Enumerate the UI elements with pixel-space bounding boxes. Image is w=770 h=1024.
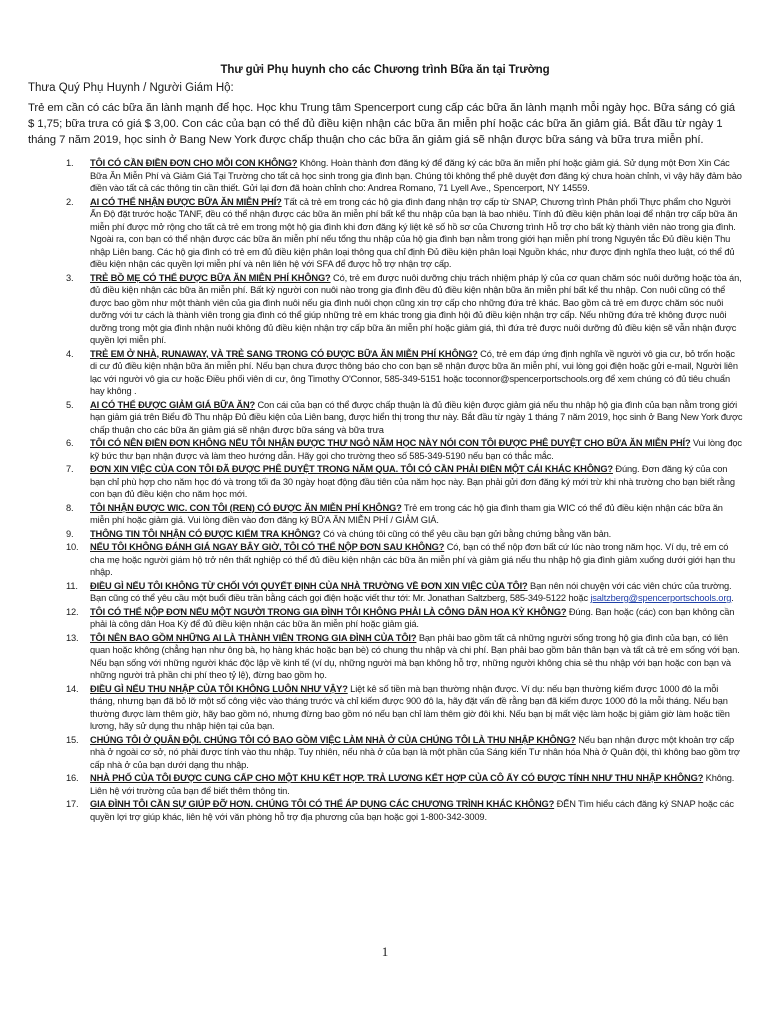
item-question: ĐIỀU GÌ NẾU THU NHẬP CỦA TÔI KHÔNG LUÔN NHƯ VẬY?: [90, 683, 348, 694]
salutation: Thưa Quý Phụ Huynh / Người Giám Hộ:: [28, 82, 234, 94]
item-number: 11.: [66, 580, 78, 591]
list-item: [28, 580, 744, 605]
item-number: 13.: [66, 632, 79, 643]
item-answer: Con cái của bạn có thể được chấp thuận là đủ điều kiện được giảm giá nếu thu nhập hộ gia đình của bạn nằm trong giới hạn giảm giá trên Biểu đồ Thu nhập Đủ điều kiện của Liên bang, được hiển thị trong thư này. Bắt đầu từ ngày 1 tháng 7 năm 2019, học sinh ở Bang New York được chấp thuận cho các bữa ăn giảm giá sẽ nhận được bữa sáng và bữa trưa: [90, 399, 743, 435]
intro-paragraph: Trẻ em cần có các bữa ăn lành mạnh để học. Học khu Trung tâm Spencerport cung cấp các bữa ăn lành mạnh mỗi ngày học. Bữa sáng có giá $ 1,75; bữa trưa có giá $ 3,00. Con các của bạn có thể đủ điều kiện nhận các bữa ăn miễn phí hoặc các bữa ăn giảm giá. Bắt đầu từ ngày 1 tháng 7 năm 2019, học sinh ở Bang New York được chấp thuận cho các bữa ăn giảm giá sẽ nhận được bữa sáng và bữa trưa miễn phí.: [28, 102, 736, 146]
email-link[interactable]: jsaltzberg@spencerportschools.org: [590, 593, 732, 603]
item-question: TÔI CÓ THỂ NỘP ĐƠN NẾU MỘT NGƯỜI TRONG GIA ĐÌNH TÔI KHÔNG PHẢI LÀ CÔNG DÂN HOA KỲ KHÔNG?: [90, 606, 567, 617]
item-answer: Đúng. Bạn hoặc (các) con bạn không cần phải là công dân Hoa Kỳ để đủ điều kiện nhận các bữa ăn miễn phí hoặc giảm giá.: [90, 606, 735, 629]
list-item: [28, 541, 744, 579]
item-number: 4.: [66, 348, 74, 359]
item-question: CHÚNG TÔI Ở QUÂN ĐỘI. CHÚNG TÔI CÓ BAO GỒM VIỆC LÀM NHÀ Ở CỦA CHÚNG TÔI LÀ THU NHẬP KHÔNG?: [90, 734, 576, 745]
item-number: 10.: [66, 542, 79, 552]
item-answer: Có, bạn có thể nộp đơn bất cứ lúc nào trong năm học. Ví dụ, trẻ em có cha mẹ hoặc người giám hộ trở nên thất nghiệp có thể đủ điều kiện nhận các bữa ăn miễn phí và giảm giá nếu thu nhập hộ gia đình giảm xuống dưới giới hạn thu nhập.: [90, 542, 736, 577]
item-number: 6.: [66, 438, 74, 448]
page-title: Thư gửi Phụ huynh cho các Chương trình Bữa ăn tại Trường: [220, 64, 550, 76]
item-answer: Đúng. Đơn đăng ký của con bạn chỉ phù hợp cho năm học đó và trong tối đa 30 ngày hoạt động đầu tiên của năm học này. Bạn phải gửi đơn đăng ký mới trừ khi nhà trường cho bạn biết rằng con bạn đủ điều kiện cho năm học mới.: [90, 464, 735, 499]
item-answer: Không. Liên hệ với trường của bạn để biết thêm thông tin.: [90, 773, 735, 796]
list-item: [28, 798, 744, 823]
item-number: 12.: [66, 606, 79, 617]
list-item: [28, 528, 744, 541]
item-answer-tail: .: [731, 593, 734, 603]
faq-list: [28, 157, 744, 824]
item-answer: Trẻ em trong các hộ gia đình tham gia WIC có thể đủ điều kiện nhận các bữa ăn miễn phí hoặc giảm giá. Vui lòng điền vào đơn đăng ký BỮA ĂN MIỄN PHÍ / GIẢM GIÁ.: [90, 502, 723, 525]
item-number: 5.: [66, 399, 74, 410]
item-number: 1.: [66, 158, 74, 168]
item-question: AI CÓ THỂ NHẬN ĐƯỢC BỮA ĂN MIỄN PHÍ?: [90, 196, 282, 207]
item-question: TÔI CÓ CẦN ĐIỀN ĐƠN CHO MỖI CON KHÔNG?: [90, 158, 298, 168]
item-answer: Vui lòng đọc kỹ bức thư bạn nhận được và làm theo hướng dẫn. Hãy gọi cho trường theo số 585-349-5190 nếu bạn có thắc mắc.: [90, 438, 742, 461]
list-item: [28, 196, 744, 271]
item-number: 15.: [66, 734, 79, 745]
item-question: NẾU TÔI KHÔNG ĐÁNH GIÁ NGAY BÂY GIỜ, TÔI CÓ THỂ NỘP ĐƠN SAU KHÔNG?: [90, 542, 445, 552]
item-question: TRẺ EM Ở NHÀ, RUNAWAY, VÀ TRẺ SANG TRONG CÓ ĐƯỢC BỮA ĂN MIỄN PHÍ KHÔNG?: [90, 348, 478, 359]
item-question: GIA ĐÌNH TÔI CẦN SỰ GIÚP ĐỠ HƠN. CHÚNG TÔI CÓ THỂ ÁP DỤNG CÁC CHƯƠNG TRÌNH KHÁC KHÔNG?: [90, 799, 555, 809]
list-item: [28, 272, 744, 347]
item-number: 17.: [66, 799, 79, 809]
item-answer: Không. Hoàn thành đơn đăng ký để đăng ký các bữa ăn miễn phí hoặc giảm giá. Sử dụng một Đơn Xin Các Bữa Ăn Miễn Phí và Giảm Giá Tại Trường cho tất cả học sinh trong gia đình bạn. Chúng tôi không thể phê duyệt đơn đăng ký chưa hoàn chỉnh, vì vậy hãy đảm bảo điền vào tất cả các thông tin cần thiết. Gửi lại đơn đã hoàn chỉnh cho: Andrea Romano, 71 Lyell Ave., Spencerport, NY 14559.: [90, 158, 742, 193]
item-question: ĐƠN XIN VIỆC CỦA CON TÔI ĐÃ ĐƯỢC PHÊ DUYỆT TRONG NĂM QUA. TÔI CÓ CẦN PHẢI ĐIỀN MỘT CÁI KHÁC KHÔNG?: [90, 464, 613, 474]
item-answer: Bạn nên nói chuyện với các viên chức của trường. Bạn cũng có thể yêu cầu một buổi điều trần bằng cách gọi điện hoặc viết thư tới: Mr. Jonathan Saltzberg, 585-349-5122 hoặc: [90, 580, 732, 603]
list-item: [28, 463, 744, 501]
item-question: NHÀ PHỐ CỦA TÔI ĐƯỢC CUNG CẤP CHO MỘT KHU KẾT HỢP. TRẢ LƯƠNG KẾT HỢP CỦA CÔ ẤY CÓ ĐƯỢC TÍNH NHƯ THU NHẬP KHÔNG?: [90, 773, 704, 783]
item-question: ĐIỀU GÌ NẾU TÔI KHÔNG TỪ CHỐI VỚI QUYẾT ĐỊNH CỦA NHÀ TRƯỜNG VỀ ĐƠN XIN VIỆC CỦA TÔI?: [90, 580, 528, 591]
item-answer: Có, trẻ em đáp ứng định nghĩa về người vô gia cư, bỏ trốn hoặc di cư đủ điều kiện nhận bữa ăn miễn phí. Nếu bạn chưa được thông báo cho con bạn sẽ nhận được bữa ăn miễn phí, vui lòng gọi điện hoặc gửi e-mail, Người liên lạc với người vô gia cư hoặc Điều phối viên di cư, ông Timothy O'Connor, 585-349-5151 hoặc toconnor@spencerportschools.org để xem chúng có đủ tiêu chuẩn hay không .: [90, 348, 738, 396]
item-question: AI CÓ THỂ ĐƯỢC GIẢM GIÁ BỮA ĂN?: [90, 399, 256, 410]
item-answer: Tất cả trẻ em trong các hộ gia đình đang nhận trợ cấp từ SNAP, Chương trình Phân phối Thực phẩm cho Người Ấn Độ đặt trước hoặc TANF, đều có thể nhận được các bữa ăn miễn phí bất kể thu nhập của bạn là bao nhiêu. Tính đủ điều kiện phân loại để nhận trợ cấp bữa ăn miễn phí được mở rộng cho tất cả trẻ em trong một hộ gia đình khi đơn đăng ký liệt kê số hồ sơ của Chương trình Hỗ trợ cho bất kỳ thành viên nào trong gia đình. Ngoài ra, con bạn có thể nhận được các bữa ăn miễn phí nếu tổng thu nhập của hộ gia đình bạn nằm trong giới hạn miễn phí trong Nguyên tắc Đủ điều kiện Thu nhập Liên bang. Các hộ gia đình có trẻ em đủ điều kiện phân loại thông qua chỉ định Đủ điều kiện phân loại Nguồn khác, như được định nghĩa theo luật, có thể đủ điều kiện nhận các quyền lợi miễn phí và nên liên hệ với SFA để được hỗ trợ nhận trợ cấp.: [90, 196, 738, 269]
item-question: TÔI NHẬN ĐƯỢC WIC. CON TÔI (REN) CÓ ĐƯỢC ĂN MIỄN PHÍ KHÔNG?: [90, 502, 402, 513]
item-number: 16.: [66, 773, 79, 783]
item-number: 9.: [66, 528, 74, 539]
page-number: 1: [381, 944, 389, 959]
list-item: [28, 632, 744, 682]
item-number: 7.: [66, 464, 74, 474]
item-question: TÔI NÊN BAO GỒM NHỮNG AI LÀ THÀNH VIÊN TRONG GIA ĐÌNH CỦA TÔI?: [90, 632, 417, 643]
item-answer: Liệt kê số tiền mà bạn thường nhận được. Ví dụ: nếu bạn thường kiếm được 1000 đô la mỗi tháng, nhưng bạn đã bỏ lỡ một số công việc vào tháng trước và chỉ kiếm được 900 đô la, hãy đặt vấn đề rằng bạn đã kiếm được 1000 đô la mỗi tháng. Nếu bạn thường được làm thêm giờ, hãy bao gồm nó, nhưng đừng bao gồm nó nếu bạn chỉ làm thêm giờ đôi khi. Nếu bạn bị mất việc làm hoặc bị giảm giờ làm hoặc tiền lương, hãy sử dụng thu nhập hiện tại của bạn.: [90, 683, 730, 731]
list-item: [28, 606, 744, 631]
item-number: 8.: [66, 502, 74, 513]
list-item: [28, 683, 744, 733]
list-item: [28, 157, 744, 195]
item-number: 3.: [66, 272, 74, 283]
item-number: 2.: [66, 196, 74, 207]
list-item: [28, 734, 744, 772]
item-answer: Nếu bạn nhận được một khoản trợ cấp nhà ở ngoài cơ sở, nó phải được tính vào thu nhập. Tuy nhiên, nếu nhà ở của bạn là một phần của Sáng kiến Tư nhân hóa Nhà ở Quân đội, thì không bao gồm trợ cấp nhà ở của bạn dưới dạng thu nhập.: [90, 734, 740, 770]
list-item: [28, 437, 744, 462]
item-number: 14.: [66, 683, 79, 694]
item-answer: Có và chúng tôi cũng có thể yêu cầu bạn gửi bằng chứng bằng văn bản.: [320, 528, 612, 539]
item-question: THÔNG TIN TÔI NHẬN CÓ ĐƯỢC KIỂM TRA KHÔNG?: [90, 528, 321, 539]
item-answer: Bạn phải bao gồm tất cả những người sống trong hộ gia đình của bạn, có liên quan hoặc không (chẳng hạn như ông bà, họ hàng khác hoặc bạn bè) có chung thu nhập và chi phí. Bạn phải bao gồm bản thân bạn và tất cả trẻ em sống với bạn. Nếu bạn sống với những người khác độc lập về kinh tế (ví dụ, những người mà bạn không hỗ trợ, những người không chia sẻ thu nhập với bạn hoặc con bạn và những người trả phần chi phí theo tỷ lệ), đừng bao gồm họ.: [90, 632, 740, 680]
item-question: TÔI CÓ NÊN ĐIỀN ĐƠN KHÔNG NẾU TÔI NHẬN ĐƯỢC THƯ NGỎ NĂM HỌC NÀY NÓI CON TÔI ĐƯỢC PHÊ DUYỆT CHO BỮA ĂN MIỄN PHÍ?: [90, 438, 691, 448]
list-item: [28, 348, 744, 398]
item-answer: ĐẾN Tìm hiểu cách đăng ký SNAP hoặc các quyền lợi trợ giúp khác, liên hệ với văn phòng hỗ trợ địa phương của bạn hoặc gọi 1-800-342-3009.: [90, 799, 734, 822]
list-item: [28, 772, 744, 797]
list-item: [28, 399, 744, 437]
list-item: [28, 502, 744, 527]
item-answer: Có, trẻ em được nuôi dưỡng chịu trách nhiệm pháp lý của cơ quan chăm sóc nuôi dưỡng hoặc tòa án, đủ điều kiện nhận các bữa ăn miễn phí. Bất kỳ người con nuôi nào trong gia đình đều đủ điều kiện nhận bữa ăn miễn phí bất kể thu nhập. Con nuôi cũng có thể được bao gồm như một thành viên của gia đình nuôi nếu gia đình nuôi chọn cũng xin trợ cấp cho những đứa trẻ khác. Bao gồm cả trẻ em được chăm sóc nuôi dưỡng với tư cách là thành viên trong gia đình có thể giúp những trẻ em khác trong gia đình hội đủ điều kiện nhận trợ cấp. Nếu những đứa trẻ không được nuôi dưỡng trong một gia đình nhận nuôi không đủ điều kiện nhận trợ cấp bữa ăn miễn phí hoặc giảm giá, thì đứa trẻ được nuôi dưỡng đủ điều kiện sẽ vẫn nhận được quyền lợi miễn phí.: [90, 272, 742, 345]
item-question: TRẺ BỒ MẸ CÓ THỂ ĐƯỢC BỮA ĂN MIỄN PHÍ KHÔNG?: [90, 272, 331, 283]
